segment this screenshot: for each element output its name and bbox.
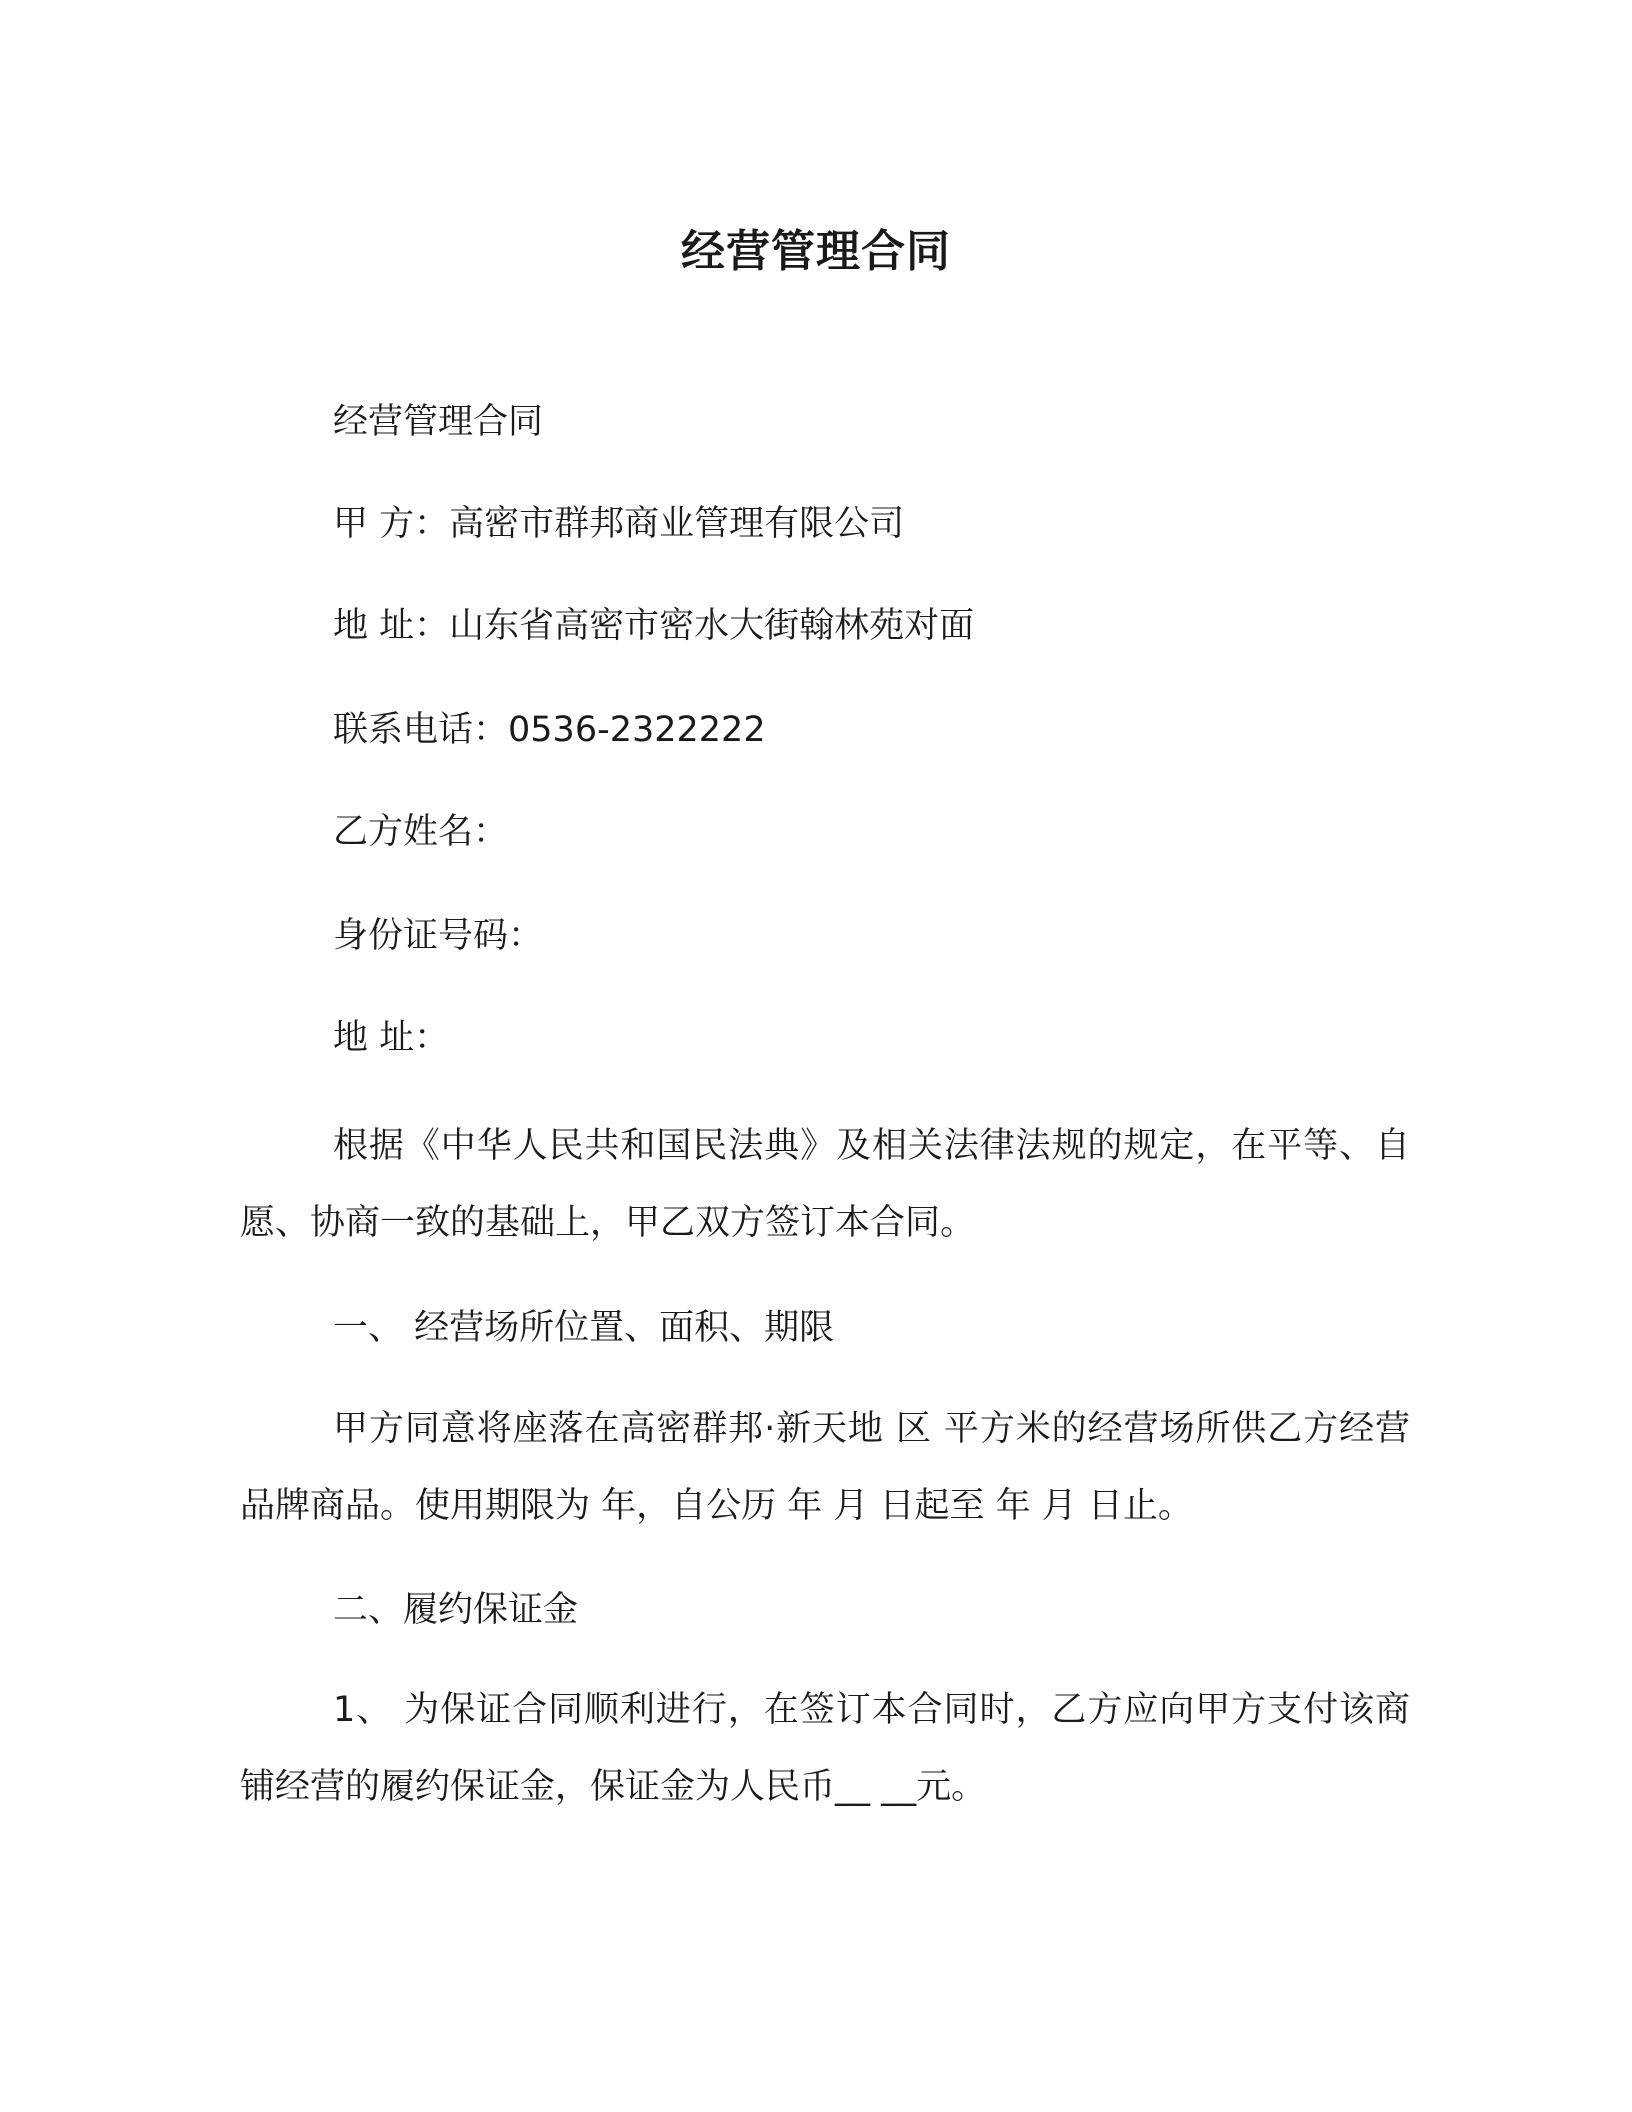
phone-value: 0536-2322222 xyxy=(508,710,766,750)
address-a-line xyxy=(333,602,974,650)
address-a-value: 山东省高密市密水大街翰林苑对面 xyxy=(449,606,975,646)
party-b-name-label: 乙方姓名： xyxy=(333,812,509,852)
phone-label: 联系电话： xyxy=(333,710,509,750)
phone-line xyxy=(333,706,766,754)
address-a-label: 地 址： xyxy=(333,606,450,646)
party-a-value: 高密市群邦商业管理有限公司 xyxy=(449,504,905,544)
section1-body: 甲方同意将座落在高密群邦·新天地 区 平方米的经营场所供乙方经营 品牌商品。使用期限为 年，自公历 年 月 日起至 年 月 日止。 xyxy=(240,1409,1410,1526)
section1-heading: 一、 经营场所位置、面积、期限 xyxy=(333,1308,835,1348)
party-b-id-label: 身份证号码： xyxy=(333,916,544,956)
party-a-label: 甲 方： xyxy=(333,504,450,544)
party-a-line xyxy=(333,500,904,548)
address-b-label: 地 址： xyxy=(333,1018,450,1058)
document-title: 经营管理合同 xyxy=(681,226,951,277)
section2-heading: 二、履约保证金 xyxy=(333,1590,579,1630)
section2-item1: 1、 为保证合同顺利进行，在签订本合同时，乙方应向甲方支付该商铺经营的履约保证金，保证金为人民币__ __元。 xyxy=(240,1690,1410,1807)
preamble-paragraph: 根据《中华人民共和国民法典》及相关法律法规的规定，在平等、自愿、协商一致的基础上，甲乙双方签订本合同。 xyxy=(240,1126,1410,1243)
contract-subtitle: 经营管理合同 xyxy=(333,402,544,442)
